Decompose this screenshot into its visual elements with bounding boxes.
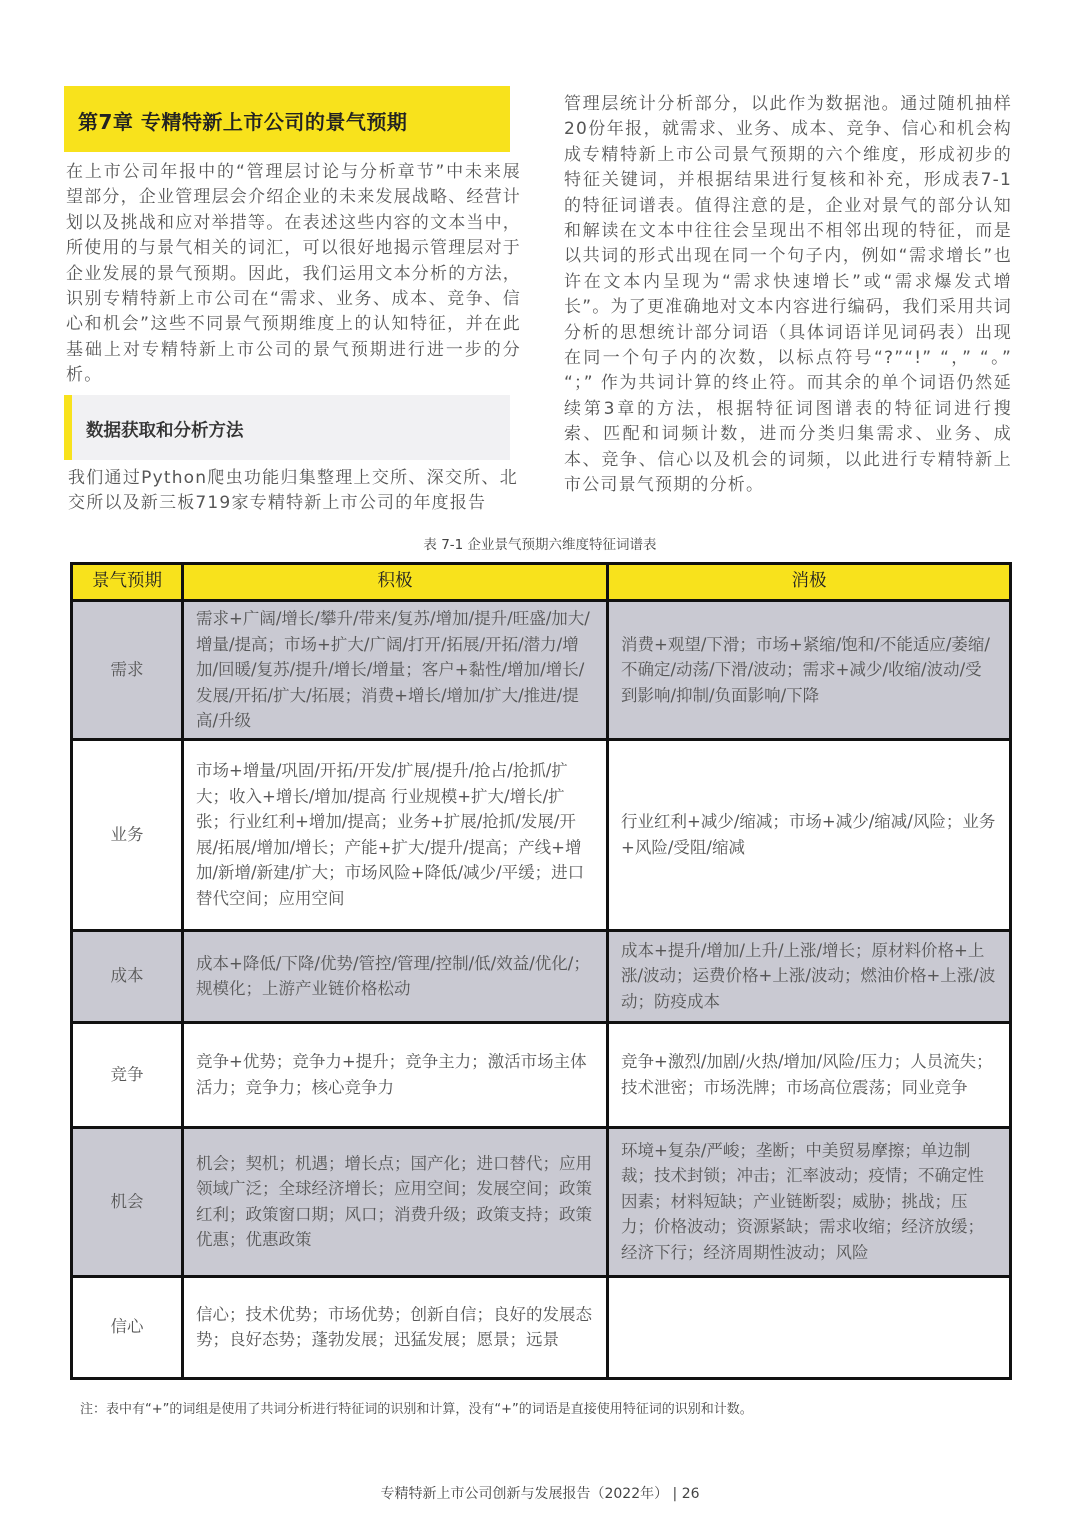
intro-paragraph: 在上市公司年报中的“管理层讨论与分析章节”中未来展望部分，企业管理层会介绍企业的未来发展战略、经营计划以及挑战和应对举措等。在表述这些内容的文本当中，所使用的与景气相关的词汇，可以很好地揭示管理层对于企业发展的景气预期。因此，我们运用文本分析的方法，识别专精特新上市公司在“需求、业务、成本、竞争、信心和机会”这些不同景气预期维度上的认知特征，并在此基础上对专精特新上市公司的景气预期进行进一步的分析。	[66, 162, 521, 386]
method-paragraph-continued: 管理层统计分析部分，以此作为数据池。通过随机抽样20份年报，就需求、业务、成本、竞争、信心和机会构成专精特新上市公司景气预期的六个维度，形成初步的特征关键词，并根据结果进行复核和补充，形成表7-1的特征词谱表。值得注意的是，企业对景气的部分认知和解读在文本中往往会呈现出不相邻出现的特征，而是以共词的形式出现在同一个句子内，例如“需求增长”也许在文本内呈现为“需求快速增长”或“需求爆发式增长”。为了更准确地对文本内容进行编码，我们采用共词分析的思想统计部分词语（具体词语详见词码表）出现在同一个句子内的次数，以标点符号“?”“!” “，” “。” “；” 作为共词计算的终止符。而其余的单个词语仍然延续第3章的方法，根据特征词图谱表的特征词进行搜索、匹配和词频计数，进而分类归集需求、业务、成本、竞争、信心以及机会的词频，以此进行专精特新上市公司景气预期的分析。	[564, 94, 1012, 496]
dimension-cell: 业务	[72, 739, 183, 930]
dimension-cell: 机会	[72, 1127, 183, 1276]
table-row	[72, 1022, 1011, 1127]
positive-cell: 需求+广阔/增长/攀升/带来/复苏/增加/提升/旺盛/加大/增量/提高；市场+扩大/广阔/打开/拓展/开拓/潜力/增加/回暖/复苏/提升/增长/增量；客户+黏性/增加/增长/发展/开拓/扩大/拓展；消费+增长/增加/扩大/推进/提高/升级	[183, 601, 608, 740]
feature-word-table	[70, 562, 1012, 1380]
chapter-title-box	[64, 86, 510, 152]
table-row	[72, 930, 1011, 1022]
section-heading: 数据获取和分析方法	[86, 421, 244, 441]
positive-cell: 信心；技术优势；市场优势；创新自信；良好的发展态势；良好态势；蓬勃发展；迅猛发展；愿景；远景	[183, 1276, 608, 1378]
heading-accent-bar	[64, 395, 72, 460]
negative-cell: 行业红利+减少/缩减；市场+减少/缩减/风险；业务+风险/受阻/缩减	[608, 739, 1011, 930]
section-heading-box	[64, 395, 510, 460]
method-paragraph-start: 我们通过Python爬虫功能归集整理上交所、深交所、北交所以及新三板719家专精特新上市公司的年度报告	[68, 468, 518, 514]
chapter-title: 第7章 专精特新上市公司的景气预期	[78, 110, 408, 134]
header-positive: 积极	[183, 564, 608, 601]
table-caption: 表 7-1 企业景气预期六维度特征词谱表	[423, 537, 657, 553]
dimension-cell: 成本	[72, 930, 183, 1022]
table-row	[72, 739, 1011, 930]
negative-cell: 成本+提升/增加/上升/上涨/增长；原材料价格+上涨/波动；运费价格+上涨/波动；燃油价格+上涨/波动；防疫成本	[608, 930, 1011, 1022]
negative-cell: 环境+复杂/严峻；垄断；中美贸易摩擦；单边制裁；技术封锁；冲击；汇率波动；疫情；不确定性因素；材料短缺；产业链断裂；威胁；挑战；压力；价格波动；资源紧缺；需求收缩；经济放缓；经济下行；经济周期性波动；风险	[608, 1127, 1011, 1276]
positive-cell: 竞争+优势；竞争力+提升；竞争主力；激活市场主体活力；竞争力；核心竞争力	[183, 1022, 608, 1127]
table-row	[72, 1276, 1011, 1378]
dimension-cell: 信心	[72, 1276, 183, 1378]
table-row	[72, 1127, 1011, 1276]
dimension-cell: 竞争	[72, 1022, 183, 1127]
positive-cell: 市场+增量/巩固/开拓/开发/扩展/提升/抢占/抢抓/扩大；收入+增长/增加/提高 行业规模+扩大/增长/扩张；行业红利+增加/提高；业务+扩展/抢抓/发展/开展/拓展/增加/增长；产能+扩大/提升/提高；产线+增加/新增/新建/扩大；市场风险+降低/减少/平缓；进口替代空间；应用空间	[183, 739, 608, 930]
table-note: 注：表中有“+”的词组是使用了共词分析进行特征词的识别和计算，没有“+”的词语是直接使用特征词的识别和计数。	[80, 1402, 753, 1417]
positive-cell: 机会；契机；机遇；增长点；国产化；进口替代；应用领域广泛；全球经济增长；应用空间；发展空间；政策红利；政策窗口期；风口；消费升级；政策支持；政策优惠；优惠政策	[183, 1127, 608, 1276]
table-row	[72, 601, 1011, 740]
page-footer: 专精特新上市公司创新与发展报告（2022年） | 26	[380, 1486, 700, 1502]
table-header-row	[72, 564, 1011, 601]
negative-cell: 消费+观望/下滑；市场+紧缩/饱和/不能适应/萎缩/不确定/动荡/下滑/波动；需求+减少/收缩/波动/受到影响/抑制/负面影响/下降	[608, 601, 1011, 740]
dimension-cell: 需求	[72, 601, 183, 740]
header-negative: 消极	[608, 564, 1011, 601]
negative-cell	[608, 1276, 1011, 1378]
positive-cell: 成本+降低/下降/优势/管控/管理/控制/低/效益/优化/；规模化；上游产业链价格松动	[183, 930, 608, 1022]
negative-cell: 竞争+激烈/加剧/火热/增加/风险/压力；人员流失；技术泄密；市场洗牌；市场高位震荡；同业竞争	[608, 1022, 1011, 1127]
header-dimension: 景气预期	[72, 564, 183, 601]
